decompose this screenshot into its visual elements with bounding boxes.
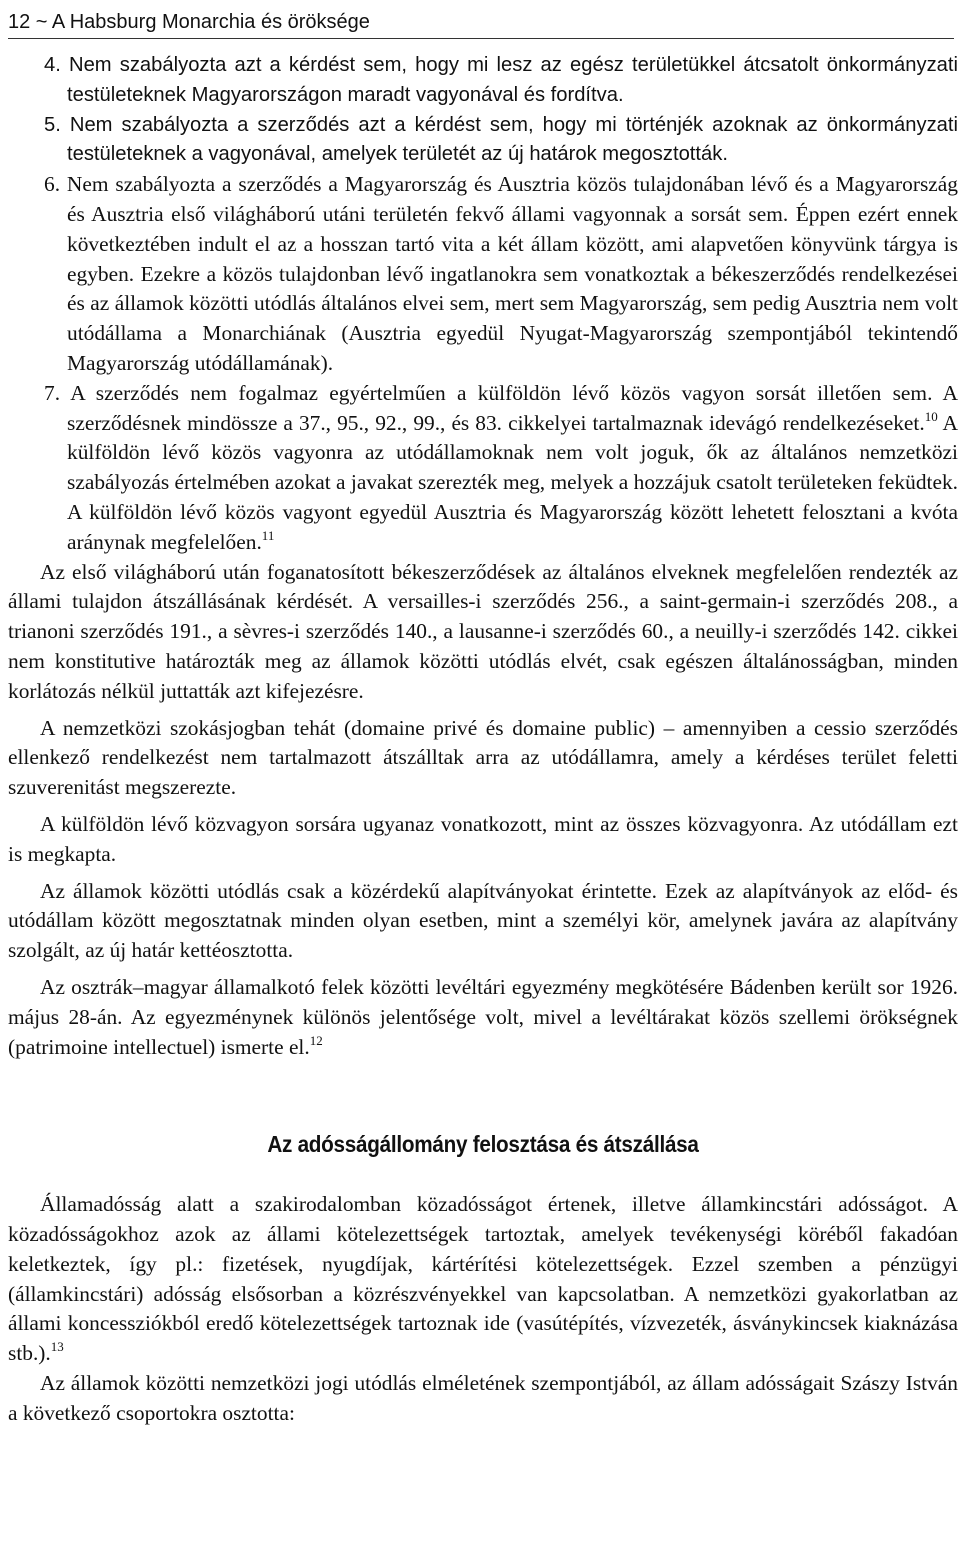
paragraph: Az első világháború után foganatosított békeszerződések az általános elveknek megfelelően rendezték az állami tulajdon átszállásának kérdését. A versailles-i szerződés 256., a saint-germain-i szerződés 208., a trianoni szerződés 191., a sèvres-i szerződés 140., a lausanne-i szerződés 60., a neuilly-i szerződés 142. cikkei nem konstitutive határozták meg az államok közötti utódlás elvét, csak egészen általánosságban, minden korlátozás nélkül juttatták azt kifejezésre.	[8, 559, 958, 703]
footnote-marker[interactable]: 13	[50, 1339, 64, 1355]
section-heading: Az adósságállomány felosztása és átszállása	[267, 1131, 699, 1158]
paragraph: Az államok közötti nemzetközi jogi utódlás elméletének szempontjából, az állam adósságait Szászy István a következő csoportokra osztotta:	[8, 1371, 958, 1425]
paragraph	[8, 1190, 958, 1369]
paragraph-text: Az osztrák–magyar államalkotó felek közötti levéltári egyezmény megkötésére Bádenben került sor 1926. május 28-án. Az egyezménynek különös jelentősége volt, mivel a levéltárakat közös szellemi örökségnek (patrimoine intellectuel) ismerte el.	[8, 974, 958, 1059]
footnote-marker[interactable]: 10	[924, 408, 938, 424]
running-head	[8, 8, 954, 39]
list-item	[8, 170, 958, 379]
list-item-number: 5.	[44, 113, 61, 136]
list-item	[8, 51, 958, 111]
paragraph-text: Államadósság alatt a szakirodalomban közadósságot értenek, illetve államkincstári adósságot. A közadósságokhoz azok az állami kötelezettségek tartoztak, amelyek tevékenységi köréből fakadóan keletkeztek, így pl.: fizetések, nyugdíjak, kártérítési kötelezettségek. Ezzel szemben a pénzügyi (államkincstári) adósság elsősorban a közrészvényekkel van kapcsolatban. A nemzetközi gyakorlatban az állami koncessziókból eredő kötelezettségek tartoznak ide (vasútépítés, vízvezeték, ásványkincsek kiaknázása stb.).	[8, 1192, 958, 1366]
list-item-text: Nem szabályozta a szerződés azt a kérdést sem, hogy mi történjék azoknak az önkormányzati testületeknek a vagyonával, amelyek területét az új határok megosztották.	[67, 113, 959, 166]
list-item-text: Nem szabályozta azt a kérdést sem, hogy mi lesz az egész területükkel átcsatolt önkormányzati testületeknek Magyarországon maradt vagyonával és fordítva.	[67, 54, 958, 106]
list-item	[8, 379, 958, 558]
footnote-marker[interactable]: 12	[309, 1032, 323, 1048]
list-item-text: A szerződés nem fogalmaz egyértelműen a külföldön lévő közös vagyon sorsát illetően sem. A szerződésnek mindössze a 37., 95., 92., 99., és 83. cikkelyei tartalmaznak idevágó rendelkezéseket.	[67, 380, 958, 435]
list-item	[8, 111, 958, 171]
paragraph: A nemzetközi szokásjogban tehát (domaine privé és domaine public) – amennyiben a cessio szerződés ellenkező rendelkezést nem tartalmazott átszálltak arra az utódállamra, amely a kérdéses terület feletti szuverenitást megszerezte.	[8, 715, 958, 800]
list-item-number: 7.	[44, 380, 61, 405]
document-body	[8, 51, 958, 1429]
footnote-marker[interactable]: 11	[261, 527, 275, 543]
paragraph	[8, 973, 958, 1062]
list-item-number: 4.	[44, 54, 61, 76]
running-head-text: 12 ~ A Habsburg Monarchia és öröksége	[8, 11, 370, 33]
list-item-number: 6.	[44, 172, 61, 197]
paragraph: Az államok közötti utódlás csak a közérdekű alapítványokat érintette. Ezek az alapítványok az előd- és utódállam között megosztatnak minden olyan esetben, mint a személyi kör, amelynek javára az alapítvány szolgált, az új határ kettéosztotta.	[8, 878, 958, 963]
list-item-text: A külföldön lévő közös vagyonra az utódállamoknak nem volt joguk, ők az általános nemzetközi szabályozás értelmében azokat a javakat szerezték meg, melyek a hozzájuk csatolt területeken feküdtek. A külföldön lévő közös vagyont egyedül Ausztria és Magyarország között lehetett felosztani a kvóta aránynak megfelelően.	[67, 410, 958, 554]
list-item-text: Nem szabályozta a szerződés a Magyarország és Ausztria közös tulajdonában lévő és a Magyarország és Ausztria első világháború utáni területén fekvő állami vagyonnak a sorsát sem. Éppen ezért ennek következtében indult el az a hosszan tartó vita a két állam között, ami alapvetően könyvünk tárgya is egyben. Ezekre a közös tulajdonban lévő ingatlanokra sem vonatkoztak a békeszerződés rendelkezései és az államok közötti utódlás általános elvei sem, mert sem Magyarország, sem pedig Ausztria nem volt utódállama a Monarchiának (Ausztria egyedül Nyugat-Magyarország szempontjából tekintendő Magyarország utódállamának).	[66, 172, 958, 375]
paragraph: A külföldön lévő közvagyon sorsára ugyanaz vonatkozott, mint az összes közvagyonra. Az utódállam ezt is megkapta.	[8, 811, 958, 866]
